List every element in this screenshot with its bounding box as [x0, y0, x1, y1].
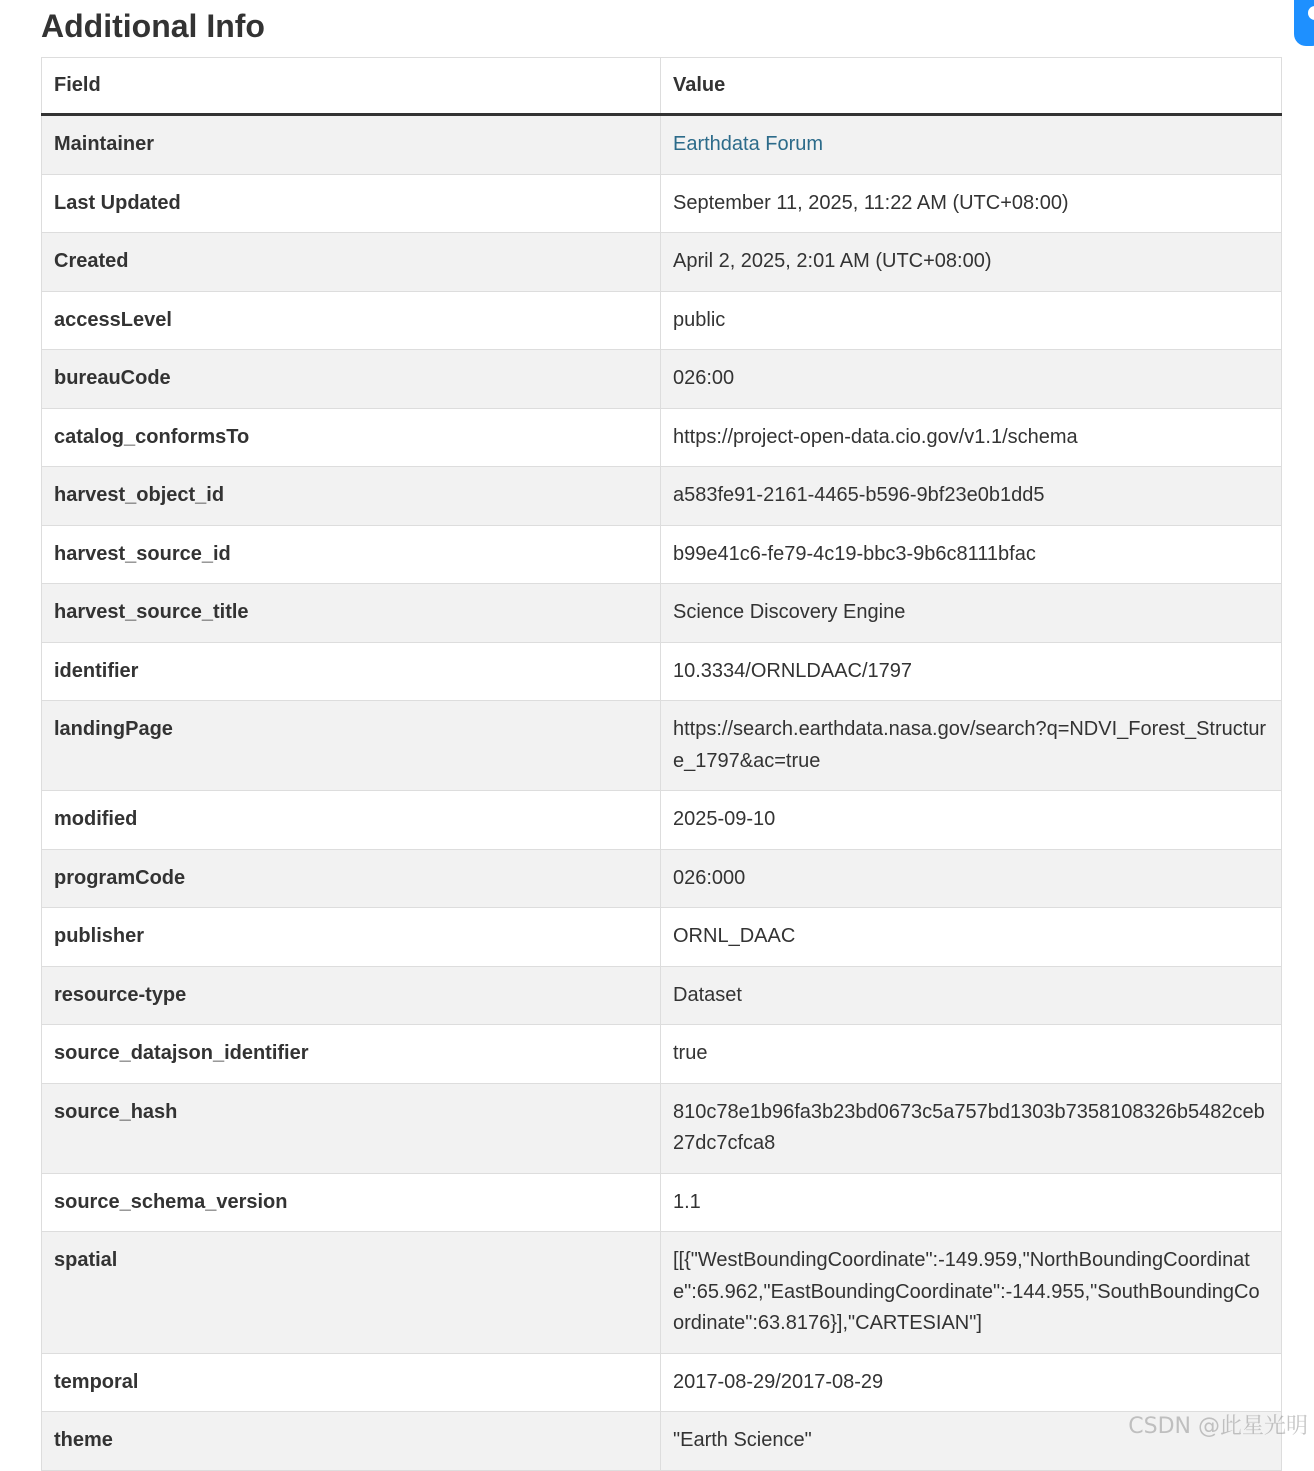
value-cell: https://project-open-data.cio.gov/v1.1/schema	[661, 408, 1282, 467]
value-cell: true	[661, 1025, 1282, 1084]
table-header-row	[42, 58, 1282, 115]
field-label: catalog_conformsTo	[42, 408, 661, 467]
additional-info-table	[41, 57, 1282, 1471]
field-label: modified	[42, 791, 661, 850]
value-cell: 10.3334/ORNLDAAC/1797	[661, 642, 1282, 701]
table-row	[42, 1025, 1282, 1084]
table-row	[42, 1083, 1282, 1173]
table-row	[42, 701, 1282, 791]
table-row	[42, 966, 1282, 1025]
field-label: theme	[42, 1412, 661, 1471]
field-label: resource-type	[42, 966, 661, 1025]
field-label: harvest_source_title	[42, 584, 661, 643]
field-label: bureauCode	[42, 350, 661, 409]
value-cell: April 2, 2025, 2:01 AM (UTC+08:00)	[661, 233, 1282, 292]
table-row	[42, 174, 1282, 233]
table-row	[42, 233, 1282, 292]
field-label: Created	[42, 233, 661, 292]
value-cell: 026:000	[661, 849, 1282, 908]
value-cell: 1.1	[661, 1173, 1282, 1232]
value-cell: a583fe91-2161-4465-b596-9bf23e0b1dd5	[661, 467, 1282, 526]
field-label: publisher	[42, 908, 661, 967]
field-label: programCode	[42, 849, 661, 908]
value-cell: 026:00	[661, 350, 1282, 409]
header-field: Field	[42, 58, 661, 115]
field-label: landingPage	[42, 701, 661, 791]
table-row	[42, 525, 1282, 584]
field-label: source_datajson_identifier	[42, 1025, 661, 1084]
table-row-maintainer	[42, 115, 1282, 175]
field-label: source_schema_version	[42, 1173, 661, 1232]
value-cell: 2017-08-29/2017-08-29	[661, 1353, 1282, 1412]
value-cell: Science Discovery Engine	[661, 584, 1282, 643]
maintainer-link[interactable]: Earthdata Forum	[673, 133, 824, 155]
table-row	[42, 584, 1282, 643]
table-row	[42, 1232, 1282, 1354]
table-row	[42, 849, 1282, 908]
value-cell: ORNL_DAAC	[661, 908, 1282, 967]
table-row	[42, 1412, 1282, 1471]
value-cell	[661, 115, 1282, 175]
table-row	[42, 791, 1282, 850]
table-row	[42, 467, 1282, 526]
watermark: CSDN @此星光明	[1128, 1414, 1308, 1439]
field-label: harvest_source_id	[42, 525, 661, 584]
value-cell: https://search.earthdata.nasa.gov/search?q=NDVI_Forest_Structure_1797&ac=true	[661, 701, 1282, 791]
table-row	[42, 908, 1282, 967]
value-cell: public	[661, 291, 1282, 350]
field-label: source_hash	[42, 1083, 661, 1173]
field-label: temporal	[42, 1353, 661, 1412]
section-title: Additional Info	[41, 8, 265, 44]
table-row	[42, 1353, 1282, 1412]
value-cell: "Earth Science"	[661, 1412, 1282, 1471]
field-label: Last Updated	[42, 174, 661, 233]
value-cell: 2025-09-10	[661, 791, 1282, 850]
value-cell: September 11, 2025, 11:22 AM (UTC+08:00)	[661, 174, 1282, 233]
value-cell: Dataset	[661, 966, 1282, 1025]
header-value: Value	[661, 58, 1282, 115]
table-row	[42, 350, 1282, 409]
field-label: spatial	[42, 1232, 661, 1354]
table-row	[42, 642, 1282, 701]
table-row	[42, 1173, 1282, 1232]
field-label: harvest_object_id	[42, 467, 661, 526]
table-row	[42, 291, 1282, 350]
field-label: identifier	[42, 642, 661, 701]
field-label: Maintainer	[42, 115, 661, 175]
field-label: accessLevel	[42, 291, 661, 350]
table-row	[42, 408, 1282, 467]
value-cell: [[{"WestBoundingCoordinate":-149.959,"NorthBoundingCoordinate":65.962,"EastBoundingCoordinate":-144.955,"SouthBoundingCoordinate":63.8176}],"CARTESIAN"]	[661, 1232, 1282, 1354]
value-cell: b99e41c6-fe79-4c19-bbc3-9b6c8111bfac	[661, 525, 1282, 584]
corner-widget-button[interactable]	[1294, 0, 1314, 46]
value-cell: 810c78e1b96fa3b23bd0673c5a757bd1303b7358108326b5482ceb27dc7cfca8	[661, 1083, 1282, 1173]
